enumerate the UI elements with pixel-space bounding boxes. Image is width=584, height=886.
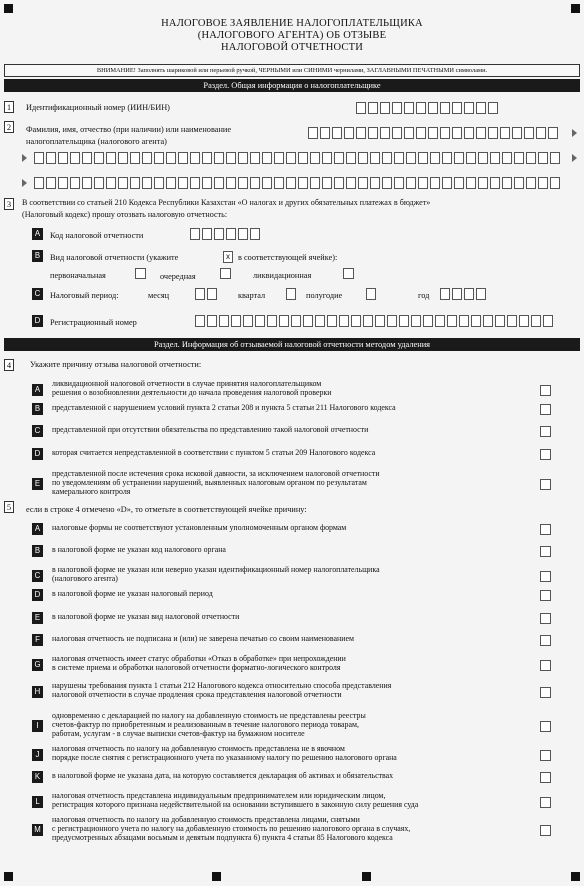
item-text-line: предусмотренных абзацами восьмым и девятым подпункта 6) пункта 4 статьи 85 Налогового кодекса [52,833,393,842]
char-cell[interactable] [303,315,313,327]
item-text-line: налоговая отчетность представлена индивидуальным предпринимателем или юридическим лицом, [52,791,386,800]
char-cell[interactable] [202,228,212,240]
char-cell[interactable] [322,177,332,189]
char-cell[interactable] [464,102,474,114]
char-cell[interactable] [130,152,140,164]
iin-bin-label: Идентификационный номер (ИИН/БИН) [26,103,170,112]
reason-checkbox[interactable] [540,825,551,836]
char-cell[interactable] [452,102,462,114]
char-cell[interactable] [310,152,320,164]
reason-checkbox[interactable] [540,635,551,646]
char-cell[interactable] [550,177,560,189]
char-cell[interactable] [526,152,536,164]
mark-example: x [223,251,233,263]
char-cell[interactable] [82,152,92,164]
row-number-1: 1 [4,101,14,113]
registration-number-input[interactable] [195,315,555,327]
row-number-3: 3 [4,198,14,210]
char-cell[interactable] [514,152,524,164]
char-cell[interactable] [322,152,332,164]
title-line: (НАЛОГОВОГО АГЕНТА) ОБ ОТЗЫВЕ [197,30,387,41]
char-cell[interactable] [315,315,325,327]
arrow-right-icon [22,154,27,162]
char-cell[interactable] [94,152,104,164]
registration-number-label: Регистрационный номер [50,318,137,327]
char-cell[interactable] [94,177,104,189]
option-regular-checkbox[interactable] [220,268,231,279]
char-cell[interactable] [262,152,272,164]
taxpayer-name-label-line1: Фамилия, имя, отчество (при наличии) или наименование [26,125,232,134]
item-text-line: налоговая отчетность имеет статус обработки «Отказ в обработке» при непрохождении [52,654,346,663]
char-cell[interactable] [454,152,464,164]
char-cell[interactable] [130,177,140,189]
char-cell[interactable] [416,127,426,139]
item-text-line: ликвидационной налоговой отчетности в случае принятия налогоплательщиком [52,379,322,388]
item-text-line: в налоговой форме не указан код налогового органа [52,545,226,554]
reason-checkbox[interactable] [540,721,551,732]
char-cell[interactable] [488,102,498,114]
item-text-line: налоговая отчетность не подписана и (или) не заверена печатью со своим наименованием [52,634,354,643]
char-cell[interactable] [524,127,534,139]
report-type-label: Вид налоговой отчетности (укажите [50,253,179,262]
item-letter: D [32,589,43,601]
row-number-5: 5 [4,501,14,513]
char-cell[interactable] [250,152,260,164]
char-cell[interactable] [368,127,378,139]
char-cell[interactable] [202,177,212,189]
section-header-general: Раздел. Общая информация о налогоплательщике [4,79,580,92]
char-cell[interactable] [34,177,44,189]
char-cell[interactable] [478,177,488,189]
char-cell[interactable] [274,177,284,189]
char-cell[interactable] [370,152,380,164]
quarter-label: квартал [238,291,266,300]
item-letter: A [32,523,43,535]
char-cell[interactable] [118,152,128,164]
registration-mark [4,872,13,881]
char-cell[interactable] [46,152,56,164]
item-letter: B [32,545,43,557]
reason-checkbox[interactable] [540,660,551,671]
item-letter: J [32,749,43,761]
field-letter-a: A [32,228,43,240]
char-cell[interactable] [195,315,205,327]
option-liquidation-label: ликвидационная [253,271,312,280]
reason-checkbox[interactable] [540,426,551,437]
item-letter: D [32,448,43,460]
taxpayer-name-input-row2[interactable] [34,152,562,164]
field-letter-d: D [32,315,43,327]
char-cell[interactable] [466,177,476,189]
char-cell[interactable] [178,152,188,164]
char-cell[interactable] [274,152,284,164]
char-cell[interactable] [442,177,452,189]
field-letter-c: C [32,288,43,300]
reason-checkbox[interactable] [540,385,551,396]
char-cell[interactable] [267,315,277,327]
item-text-line: порядке после снятия с регистрационного учета по указанному налогу по решению налогового органа [52,753,397,762]
char-cell[interactable] [327,315,337,327]
report-type-label-suffix: в соответствующей ячейке): [238,253,338,262]
char-cell[interactable] [286,177,296,189]
char-cell[interactable] [466,152,476,164]
char-cell[interactable] [464,127,474,139]
item-letter: E [32,612,43,624]
char-cell[interactable] [514,177,524,189]
row-number-2: 2 [4,121,14,133]
item-letter: E [32,478,43,490]
item-text-line: одновременно с декларацией по налогу на добавленную стоимость не представлены реестры [52,711,366,720]
item-text-line: в налоговой форме не указан или неверно указан идентификационный номер налогоплательщика [52,565,380,574]
item-text-line: в налоговой форме не указан налоговый период [52,589,213,598]
char-cell[interactable] [58,152,68,164]
iin-bin-input[interactable] [356,102,500,114]
report-code-label: Код налоговой отчетности [50,231,144,240]
item-letter: H [32,686,43,698]
char-cell[interactable] [368,102,378,114]
fill-instructions: ВНИМАНИЕ! Заполнять шариковой или перьевой ручкой, ЧЕРНЫМИ или СИНИМИ чернилами, ЗАГЛАВНЫМИ ПЕЧАТНЫМИ символами. [4,64,580,77]
option-initial-label: первоначальная [50,271,106,280]
item-letter: G [32,659,43,671]
char-cell[interactable] [70,177,80,189]
reason-checkbox[interactable] [540,546,551,557]
char-cell[interactable] [118,177,128,189]
quarter-input[interactable] [286,288,298,300]
item-letter: B [32,403,43,415]
char-cell[interactable] [418,152,428,164]
item-letter: I [32,720,43,732]
taxpayer-name-label-line2: налогоплательщика (налогового агента) [26,137,167,146]
violation-reason-label: если в строке 4 отмечено «D», то отметьте в соответствующей ячейке причину: [26,505,307,514]
char-cell[interactable] [34,152,44,164]
char-cell[interactable] [440,127,450,139]
char-cell[interactable] [404,127,414,139]
char-cell[interactable] [442,152,452,164]
char-cell[interactable] [142,177,152,189]
char-cell[interactable] [166,177,176,189]
char-cell[interactable] [82,177,92,189]
char-cell[interactable] [207,288,217,300]
reason-checkbox[interactable] [540,524,551,535]
halfyear-label: полугодие [306,291,343,300]
char-cell[interactable] [195,288,205,300]
char-cell[interactable] [452,288,462,300]
char-cell[interactable] [142,152,152,164]
char-cell[interactable] [190,152,200,164]
char-cell[interactable] [231,315,241,327]
char-cell[interactable] [279,315,289,327]
char-cell[interactable] [226,228,236,240]
item-letter: C [32,425,43,437]
char-cell[interactable] [392,102,402,114]
registration-mark [571,4,580,13]
registration-mark [571,872,580,881]
item-text-line: представленной с нарушением условий пункта 2 статьи 208 и пункта 5 статьи 211 Налогового кодекса [52,403,396,412]
char-cell[interactable] [430,177,440,189]
reason-checkbox[interactable] [540,571,551,582]
reason-checkbox[interactable] [540,479,551,490]
field-letter-b: B [32,250,43,262]
char-cell[interactable] [531,315,541,327]
reason-checkbox[interactable] [540,404,551,415]
section-header-recall: Раздел. Информация об отзываемой налоговой отчетности методом удаления [4,338,580,351]
char-cell[interactable] [250,177,260,189]
char-cell[interactable] [382,177,392,189]
char-cell[interactable] [447,315,457,327]
reason-checkbox[interactable] [540,797,551,808]
item-letter: C [32,570,43,582]
char-cell[interactable] [416,102,426,114]
char-cell[interactable] [502,152,512,164]
char-cell[interactable] [334,177,344,189]
item-letter: L [32,796,43,808]
item-text-line: представленной после истечения срока исковой давности, за исключением налоговой отчетности [52,469,380,478]
arrow-right-icon [572,129,577,137]
char-cell[interactable] [500,127,510,139]
option-liquidation-checkbox[interactable] [343,268,354,279]
char-cell[interactable] [332,127,342,139]
item-text-line: налоговая отчетность по налогу на добавленную стоимость представлена лицами, снятыми [52,815,360,824]
char-cell[interactable] [46,177,56,189]
row-number-4: 4 [4,359,14,371]
item-text-line: налоговой отчетности в случае продления срока представления налоговой отчетности [52,690,342,699]
registration-mark [4,4,13,13]
char-cell[interactable] [394,177,404,189]
char-cell[interactable] [298,152,308,164]
item-text-line: в налоговой форме не указана дата, на которую составляется декларация об активах и обязательствах [52,771,394,780]
char-cell[interactable] [536,127,546,139]
char-cell[interactable] [502,177,512,189]
char-cell[interactable] [255,315,265,327]
char-cell[interactable] [490,152,500,164]
char-cell[interactable] [543,315,553,327]
char-cell[interactable] [406,152,416,164]
char-cell[interactable] [366,288,376,300]
char-cell[interactable] [358,177,368,189]
recall-reason-label: Укажите причину отзыва налоговой отчетности: [30,360,202,369]
char-cell[interactable] [178,177,188,189]
reason-checkbox[interactable] [540,449,551,460]
item-text-line: (налогового агента) [52,574,118,583]
char-cell[interactable] [308,127,318,139]
char-cell[interactable] [435,315,445,327]
char-cell[interactable] [356,102,366,114]
item-text-line: в налоговой форме не указан вид налоговой отчетности [52,612,240,621]
char-cell[interactable] [490,177,500,189]
char-cell[interactable] [166,152,176,164]
char-cell[interactable] [392,127,402,139]
char-cell[interactable] [382,152,392,164]
char-cell[interactable] [430,152,440,164]
char-cell[interactable] [394,152,404,164]
char-cell[interactable] [154,152,164,164]
char-cell[interactable] [262,177,272,189]
char-cell[interactable] [380,127,390,139]
char-cell[interactable] [440,288,450,300]
char-cell[interactable] [406,177,416,189]
char-cell[interactable] [243,315,253,327]
item-text-line: камерального контроля [52,487,131,496]
char-cell[interactable] [202,152,212,164]
char-cell[interactable] [310,177,320,189]
reason-checkbox[interactable] [540,750,551,761]
char-cell[interactable] [70,152,80,164]
char-cell[interactable] [298,177,308,189]
char-cell[interactable] [346,152,356,164]
char-cell[interactable] [226,152,236,164]
item-text-line: работам, услугам - в случае выписки счетов-фактур на бумажном носителе [52,729,305,738]
registration-mark [362,872,371,881]
arrow-right-icon [22,179,27,187]
char-cell[interactable] [106,152,116,164]
char-cell[interactable] [334,152,344,164]
registration-mark [212,872,221,881]
taxpayer-name-input-row3[interactable] [34,177,562,189]
char-cell[interactable] [495,315,505,327]
title-line: НАЛОГОВОЙ ОТЧЕТНОСТИ [221,42,363,53]
item-text-line: регистрация которого признана недействительной на основании вступившего в законную силу решения суда [52,800,419,809]
char-cell[interactable] [411,315,421,327]
char-cell[interactable] [478,152,488,164]
char-cell[interactable] [238,152,248,164]
char-cell[interactable] [346,177,356,189]
char-cell[interactable] [464,288,474,300]
char-cell[interactable] [483,315,493,327]
char-cell[interactable] [351,315,361,327]
item-text-line: в системе приема и обработки налоговой отчетности форматно-логического контроля [52,663,341,672]
char-cell[interactable] [519,315,529,327]
char-cell[interactable] [476,102,486,114]
item-text-line: представленной при отсутствии обязательства по представлению такой налоговой отчетности [52,425,369,434]
char-cell[interactable] [452,127,462,139]
option-initial-checkbox[interactable] [135,268,146,279]
char-cell[interactable] [550,152,560,164]
item-text-line: по уведомлениям об устранении нарушений, выявленных налоговым органом по результатам [52,478,367,487]
char-cell[interactable] [387,315,397,327]
reason-checkbox[interactable] [540,590,551,601]
char-cell[interactable] [106,177,116,189]
char-cell[interactable] [250,228,260,240]
item-text-line: которая считается непредставленной в соответствии с пунктом 5 статьи 209 Налогового кодекса [52,448,376,457]
month-input[interactable] [195,288,219,300]
char-cell[interactable] [440,102,450,114]
reason-checkbox[interactable] [540,772,551,783]
char-cell[interactable] [291,315,301,327]
char-cell[interactable] [238,177,248,189]
char-cell[interactable] [507,315,517,327]
item-letter: A [32,384,43,396]
char-cell[interactable] [459,315,469,327]
char-cell[interactable] [356,127,366,139]
char-cell[interactable] [214,152,224,164]
char-cell[interactable] [488,127,498,139]
char-cell[interactable] [454,177,464,189]
item-letter: K [32,771,43,783]
char-cell[interactable] [370,177,380,189]
title-line: НАЛОГОВОЕ ЗАЯВЛЕНИЕ НАЛОГОПЛАТЕЛЬЩИКА [161,18,423,29]
item-letter: M [32,824,43,836]
char-cell[interactable] [526,177,536,189]
recall-request-text-line2: (Налоговый кодекс) прошу отозвать налоговую отчетность: [22,210,228,219]
char-cell[interactable] [380,102,390,114]
char-cell[interactable] [399,315,409,327]
char-cell[interactable] [214,228,224,240]
char-cell[interactable] [286,288,296,300]
char-cell[interactable] [476,127,486,139]
char-cell[interactable] [418,177,428,189]
char-cell[interactable] [320,127,330,139]
char-cell[interactable] [548,127,558,139]
char-cell[interactable] [428,102,438,114]
char-cell[interactable] [339,315,349,327]
year-label: год [418,291,430,300]
char-cell[interactable] [476,288,486,300]
month-label: месяц [148,291,170,300]
item-text-line: нарушены требования пункта 1 статьи 212 Налогового кодекса относительно способа представления [52,681,392,690]
char-cell[interactable] [154,177,164,189]
char-cell[interactable] [207,315,217,327]
item-text-line: решения о возобновлении деятельности до начала проведения налоговой проверки [52,388,332,397]
char-cell[interactable] [190,228,200,240]
char-cell[interactable] [238,228,248,240]
char-cell[interactable] [375,315,385,327]
year-input[interactable] [440,288,488,300]
taxpayer-name-input-row1[interactable] [308,127,560,139]
char-cell[interactable] [363,315,373,327]
char-cell[interactable] [58,177,68,189]
reason-checkbox[interactable] [540,687,551,698]
char-cell[interactable] [219,315,229,327]
char-cell[interactable] [428,127,438,139]
reason-checkbox[interactable] [540,613,551,624]
char-cell[interactable] [190,177,200,189]
char-cell[interactable] [286,152,296,164]
option-regular-label: очередная [160,272,196,281]
recall-request-text-line1: В соответствии со статьей 210 Кодекса Республики Казахстан «О налогах и других обязательных платежах в бюджет» [22,198,431,207]
char-cell[interactable] [214,177,224,189]
char-cell[interactable] [512,127,522,139]
char-cell[interactable] [471,315,481,327]
arrow-right-icon [572,154,577,162]
report-code-input[interactable] [190,228,262,240]
char-cell[interactable] [538,177,548,189]
char-cell[interactable] [344,127,354,139]
item-letter: F [32,634,43,646]
item-text-line: налоговая отчетность по налогу на добавленную стоимость представлена не в явочном [52,744,345,753]
halfyear-input[interactable] [366,288,378,300]
char-cell[interactable] [404,102,414,114]
char-cell[interactable] [538,152,548,164]
char-cell[interactable] [226,177,236,189]
item-text-line: налоговые формы не соответствуют установленным уполномоченным органом формам [52,523,347,532]
char-cell[interactable] [423,315,433,327]
char-cell[interactable] [358,152,368,164]
item-text-line: с регистрационного учета по налогу на добавленную стоимость по решению налогового органа в случаях, [52,824,411,833]
tax-period-label: Налоговый период: [50,291,119,300]
item-text-line: счетов-фактур по приобретенным и реализованным в течение налогового периода товарам, [52,720,359,729]
form-title [100,18,484,54]
